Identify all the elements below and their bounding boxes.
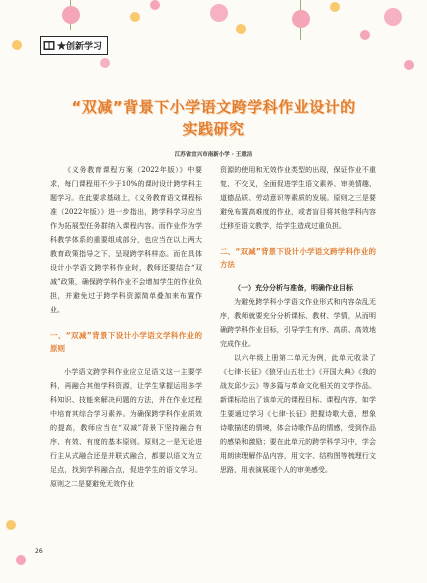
left-column xyxy=(50,163,202,491)
flower-icon xyxy=(12,40,22,50)
flower-icon xyxy=(100,58,110,68)
page-number: 26 xyxy=(35,548,43,555)
subsection1-paragraph-2: 以六年级上册第二单元为例，此单元收录了《七律·长征》《狼牙山五壮士》《开国大典》《我的战友邱少云》等多篇与革命文化相关的文学作品。新课标给出了该单元的课程目标、课程内容，如学生要通过学习《七律·长征》把握诗歌大意，想象诗歌描述的情境，体会诗歌作品的情感，受到作品的感染和激励；要在此单元的跨学科学习中，学会用朗读理解作品内容，用文字、结构图等梳理行文思路，用表演展现个人的审美感受。 xyxy=(220,354,376,474)
section-tag-label: ★创新学习 xyxy=(57,42,103,52)
flower-icon xyxy=(292,10,310,28)
right-column xyxy=(220,163,376,477)
flower-icon xyxy=(384,8,402,26)
flower-icon xyxy=(150,0,160,10)
section1-body: 小学语文跨学科作业应立足语文这一主要学科，再融合其他学科资源，让学生掌握运用多学科知识、技能来解决问题的方法，并在作业过程中培育其综合学习素养。为确保跨学科作业质效的提高，教师应当在“双减”背景下坚持融合有序、有效、有度的基本原则。原则之一是无论进行主从式融合还是并联式融合，都要以语文为立足点，找到学科融合点，促进学生的语文学习。原则之二是要避免无效作业 xyxy=(50,368,202,488)
article-title-line2: 实践研究 xyxy=(182,120,245,138)
flower-icon xyxy=(236,24,246,34)
section1-heading: 一、“双减”背景下设计小学语文学科作业的原则 xyxy=(50,331,202,353)
flower-icon xyxy=(6,520,16,530)
subsection1-paragraph-1: 为避免跨学科小学语文作业形式和内容杂乱无序，教师就要充分分析课标、教材、学情，从而明确跨学科作业目标，引导学生有序、高质、高效地完成作业。 xyxy=(220,298,376,348)
book-icon xyxy=(43,40,55,51)
section-tag xyxy=(40,36,108,55)
flower-icon xyxy=(16,555,26,565)
flower-icon xyxy=(330,2,340,12)
flower-icon xyxy=(130,12,140,22)
flower-icon xyxy=(210,4,228,22)
intro-paragraph: 《义务教育课程方案（2022年版）》中要求，每门课程用不少于10%的课时设计跨学科主题学习。在此要求基础上，《义务教育语文课程标准（2022年版）》进一步指出，跨学科学习应当作为拓展型任务群纳入课程内容。而作业作为学科教学体系的重要组成部分，也应当在以上两大教育政策指导之下，呈现跨学科样态。而在具体设计小学语文跨学科作业时，教师还要结合“双减”政策，确保跨学科作业不会增加学生的作业负担，并避免过于跨学科资源简单叠加来布置作业。 xyxy=(50,166,202,314)
author-byline: 江苏省宜兴市南新小学 · 王意洁 xyxy=(174,152,253,158)
flower-icon xyxy=(404,60,414,70)
article-title-line1: “双减”背景下小学语文跨学科作业设计的 xyxy=(71,98,356,116)
flower-icon xyxy=(62,6,80,24)
section2-heading: 二、“双减”背景下设计小学语文跨学科作业的方法 xyxy=(220,247,376,269)
subsection1-heading: （一）充分分析与准备，明确作业目标 xyxy=(234,283,353,292)
continuation-paragraph: 资源的使用和无效作业类型的出现，保证作业不重复、不交叉，全面促进学生语文素养、审美情趣、道德品质、劳动意识等素质的发展。原则之三是要避免布置高难度的作业，或者盲目将其他学科内容迁移至语文教学，给学生造成过重负担。 xyxy=(220,166,376,230)
flower-icon xyxy=(360,30,370,40)
